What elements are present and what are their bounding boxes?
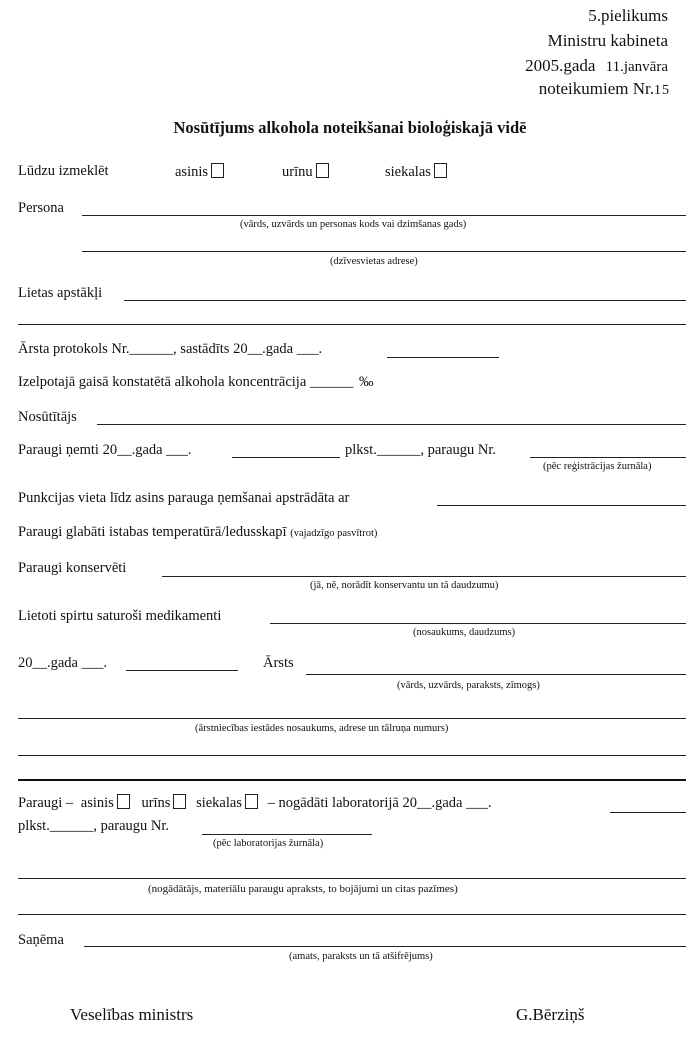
person-caption: (vārds, uzvārds un personas kods vai dzimšanas gads)	[240, 219, 467, 230]
minister-title: Veselības ministrs	[70, 1005, 194, 1024]
request-option-blood	[175, 163, 224, 181]
samples-taken-date-line[interactable]	[232, 457, 340, 458]
form-title: Nosūtījums alkohola noteikšanai bioloģiskajā vidē	[173, 118, 527, 137]
received-label: Saņēma	[18, 932, 64, 948]
institution-field-line[interactable]	[18, 718, 686, 719]
puncture-field-line[interactable]	[437, 505, 686, 506]
regulation-year: 2005.gada	[525, 56, 596, 75]
circumstances-field-line-2[interactable]	[18, 324, 686, 325]
received-field-line[interactable]	[84, 946, 686, 947]
lab-number-line[interactable]	[202, 834, 372, 835]
institution-field-line-2[interactable]	[18, 755, 686, 756]
sample-number-line[interactable]	[530, 457, 686, 458]
option-label: siekalas	[385, 164, 431, 180]
delivery-row	[18, 794, 492, 812]
samples-taken-time: plkst.______, paraugu Nr.	[345, 442, 497, 458]
samples-taken-date: Paraugi ņemti 20__.gada ___.	[18, 442, 192, 458]
permille-unit: ‰	[359, 374, 374, 390]
doctor-label: Ārsts	[263, 655, 294, 671]
deliverer-field-line[interactable]	[18, 878, 686, 879]
delivery-prefix: Paraugi –	[18, 795, 74, 811]
regulation-number-value: 15	[654, 83, 670, 98]
doctor-date: 20__.gada ___.	[18, 655, 107, 671]
preserved-caption: (jā, nē, norādīt konservantu un tā daudzumu)	[310, 580, 499, 591]
delivery-checkbox-blood[interactable]	[117, 794, 130, 809]
doctor-date-line[interactable]	[126, 670, 238, 671]
protocol-text: Ārsta protokols Nr.______, sastādīts 20__.gada ___.	[18, 341, 323, 357]
request-option-urine	[282, 163, 329, 181]
preserved-field-line[interactable]	[162, 576, 686, 577]
breath-alcohol-label: Izelpotajā gaisā konstatētā alkohola koncentrācija ______	[18, 374, 354, 390]
regulation-number-prefix: noteikumiem Nr.	[538, 79, 654, 98]
regulation-number	[539, 79, 670, 99]
delivery-time: plkst.______, paraugu Nr.	[18, 818, 170, 834]
doctor-caption: (vārds, uzvārds, paraksts, zīmogs)	[397, 680, 540, 691]
storage-label: Paraugi glabāti istabas temperatūrā/ledusskapī	[18, 524, 287, 540]
delivery-suffix: – nogādāti laboratorijā 20__.gada ___.	[267, 795, 492, 811]
medicines-caption: (nosaukums, daudzums)	[413, 627, 516, 638]
delivery-date-line[interactable]	[610, 812, 686, 813]
option-label: asinis	[175, 164, 209, 180]
delivery-checkbox-urine[interactable]	[173, 794, 186, 809]
medicines-label: Lietoti spirtu saturoši medikamenti	[18, 608, 222, 624]
delivery-option-label: asinis	[80, 795, 114, 811]
received-caption: (amats, paraksts un tā atšifrējums)	[289, 951, 433, 962]
medicines-field-line[interactable]	[270, 623, 686, 624]
person-label: Persona	[18, 200, 64, 216]
circumstances-label: Lietas apstākļi	[18, 285, 103, 301]
person-field-line[interactable]	[82, 215, 686, 216]
sender-field-line[interactable]	[97, 424, 686, 425]
checkbox-blood[interactable]	[211, 163, 224, 178]
checkbox-urine[interactable]	[316, 163, 329, 178]
sender-label: Nosūtītājs	[18, 409, 77, 425]
delivery-option-label: urīns	[141, 795, 171, 811]
preserved-label: Paraugi konservēti	[18, 560, 127, 576]
address-caption: (dzīvesvietas adrese)	[330, 256, 418, 267]
delivery-option-label: siekalas	[196, 795, 242, 811]
storage-note: (vajadzīgo pasvītrot)	[290, 528, 378, 539]
doctor-field-line[interactable]	[306, 674, 686, 675]
section-separator	[18, 779, 686, 781]
circumstances-field-line[interactable]	[124, 300, 686, 301]
breath-alcohol-text	[18, 374, 374, 391]
minister-name: G.Bērziņš	[516, 1005, 585, 1024]
deliverer-caption: (nogādātājs, materiālu paraugu apraksts, to bojājumi un citas pazīmes)	[148, 883, 458, 895]
issuer: Ministru kabineta	[547, 31, 668, 50]
request-option-saliva	[385, 163, 447, 181]
request-label: Lūdzu izmeklēt	[18, 163, 109, 179]
puncture-label: Punkcijas vieta līdz asins parauga ņemšanai apstrādāta ar	[18, 490, 350, 506]
address-field-line[interactable]	[82, 251, 686, 252]
regulation-date	[525, 56, 668, 76]
delivery-checkbox-saliva[interactable]	[245, 794, 258, 809]
storage-text	[18, 524, 377, 541]
checkbox-saliva[interactable]	[434, 163, 447, 178]
lab-number-caption: (pēc laboratorijas žurnāla)	[213, 838, 324, 849]
institution-caption: (ārstniecības iestādes nosaukums, adrese un tālruņa numurs)	[195, 723, 449, 734]
annex-number: 5.pielikums	[588, 6, 668, 25]
option-label: urīnu	[282, 164, 313, 180]
regulation-day: 11.janvāra	[605, 59, 668, 75]
sample-number-caption: (pēc reģistrācijas žurnāla)	[543, 461, 652, 472]
protocol-date-line[interactable]	[387, 357, 499, 358]
deliverer-field-line-2[interactable]	[18, 914, 686, 915]
